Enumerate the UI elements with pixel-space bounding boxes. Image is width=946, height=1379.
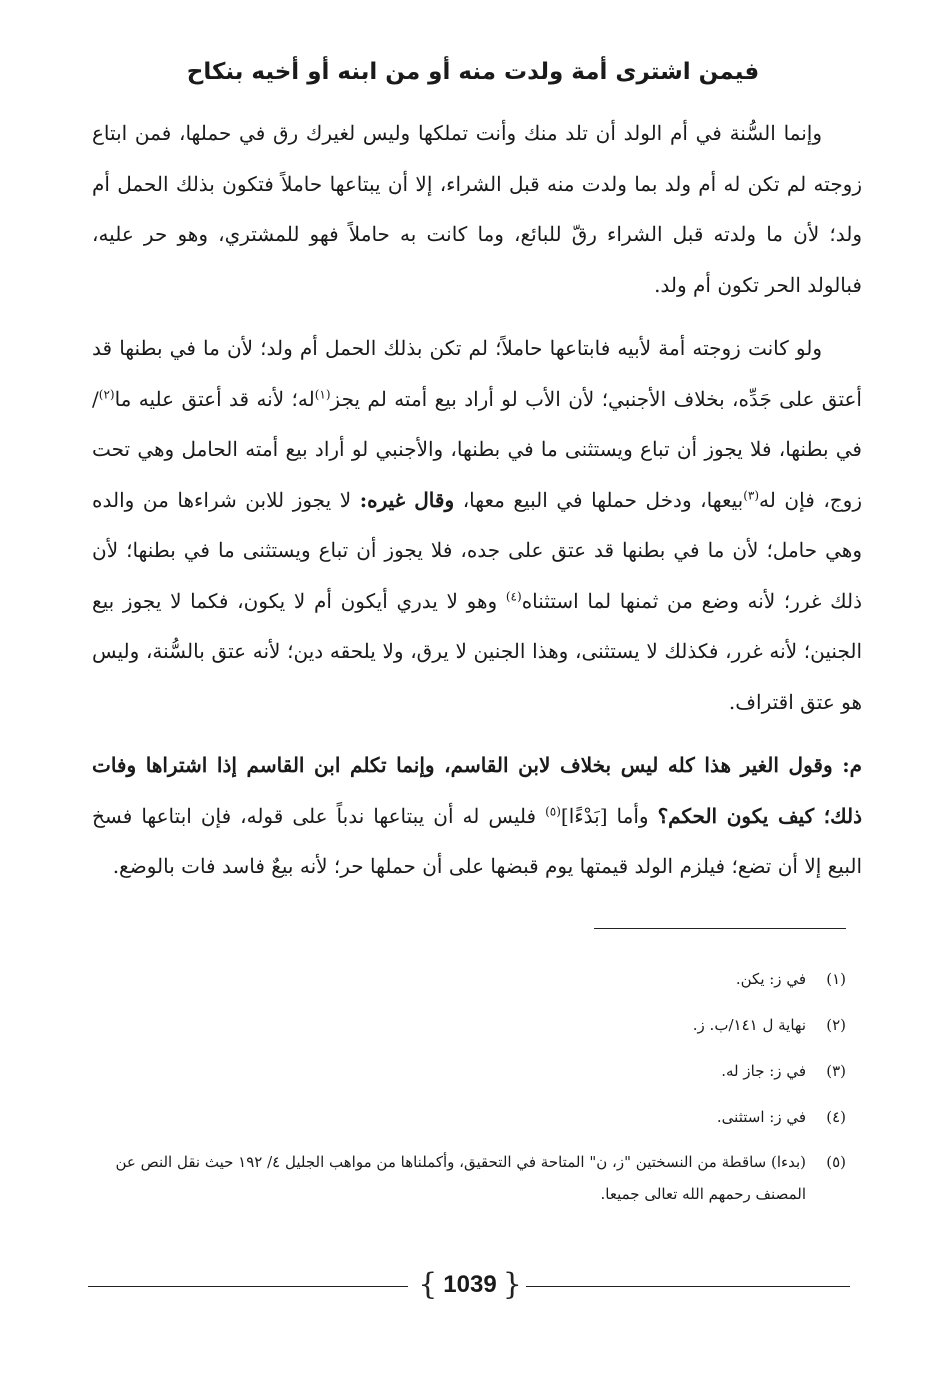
- paragraph-2-text-c: / في بطنها، فلا يجوز أن تباع ويستثنى ما في بطنها، والأجنبي لو أراد بيع أمته الحامل وهي تحت زوج، فإن له: [92, 386, 863, 512]
- close-brace-icon: }: [502, 1267, 522, 1302]
- footnote-ref-5[interactable]: (٥): [545, 803, 561, 818]
- paragraph-2-text-f: وهو لا يدري أيكون أم لا يكون، فكما لا يجوز بيع الجنين؛ لأنه غرر، فكذلك لا يستثنى، وهذا الجنين لا يرق، ولا يلحقه دين؛ لأنه عتق بالسُّنة، وليس هو عتق اقتراف.: [92, 588, 862, 714]
- paragraph-3-text-b: فليس له أن يبتاعها ندباً على قوله، فإن ابتاعها فسخ البيع إلا أن تضع؛ فيلزم الولد قيمتها يوم قبضها على أن حملها حر؛ لأنه بيعٌ فاسد فات بالوضع.: [92, 803, 862, 878]
- footnote-ref-3[interactable]: (٣): [743, 487, 760, 502]
- footnote-number: (١): [826, 970, 846, 988]
- paragraph-3: [92, 740, 862, 892]
- paragraph-3-text-a: وأما [بَدْءًا]: [560, 803, 649, 828]
- footnotes-list: [90, 956, 846, 1210]
- paragraph-2: [92, 323, 862, 727]
- footnote-divider: [594, 928, 846, 929]
- footnote-number: (٢): [826, 1016, 846, 1034]
- open-brace-icon: {: [418, 1267, 438, 1302]
- footnote-text: نهاية ل ١٤١/ب. ز.: [692, 1016, 806, 1034]
- footnote-1: [90, 956, 846, 1002]
- footnote-2: [90, 1002, 846, 1048]
- paragraph-2-bold-phrase: وقال غيره:: [359, 487, 455, 512]
- footnote-5: [90, 1146, 846, 1210]
- paragraph-3-bold-text: م: وقول الغير هذا كله ليس بخلاف لابن القاسم، وإنما تكلم ابن القاسم إذا اشتراها وفات ذلك؛ كيف يكون الحكم؟: [92, 753, 863, 828]
- footnote-text: في ز: جاز له.: [721, 1062, 806, 1080]
- page-title: فيمن اشترى أمة ولدت منه أو من ابنه أو أخيه بنكاح: [186, 59, 760, 85]
- footnote-ref-1[interactable]: (١): [314, 386, 331, 401]
- footnote-number: (٣): [826, 1062, 846, 1080]
- footer-rule-right: [526, 1286, 850, 1287]
- footnote-number: (٥): [826, 1153, 846, 1171]
- footnote-ref-2[interactable]: (٢): [98, 386, 115, 401]
- paragraph-2-text-d: بيعها، ودخل حملها في البيع معها،: [462, 487, 744, 512]
- footnote-number: (٤): [826, 1108, 846, 1126]
- paragraph-2-text-b: له؛ لأنه قد أعتق عليه ما: [114, 386, 315, 411]
- footnote-text: في ز: استثنى.: [716, 1108, 806, 1126]
- footnote-text: في ز: يكن.: [735, 970, 806, 988]
- main-text: [92, 108, 862, 905]
- paragraph-1: [92, 108, 862, 310]
- page-number: 1039: [443, 1271, 497, 1298]
- paragraph-1-text: وإنما السُّنة في أم الولد أن تلد منك وأنت تملكها وليس لغيرك رق في حملها، فمن ابتاع زوجته لم تكن له أم ولد بما ولدت منه قبل الشراء، إلا أن يبتاعها حاملاً فتكون بذلك الحمل أم ولد؛ لأن ما ولدته قبل الشراء رقّ للبائع، وما كانت به حاملاً فهو للمشتري، وهو حر عليه، فبالولد الحر تكون أم ولد.: [92, 121, 862, 297]
- footer-rule-left: [88, 1286, 408, 1287]
- footnote-3: [90, 1048, 846, 1094]
- footnote-ref-4[interactable]: (٤): [505, 588, 522, 603]
- footnote-text: (بدءا) ساقطة من النسختين "ز، ن" المتاحة في التحقيق، وأكملناها من مواهب الجليل ٤/ ١٩٢ حيث نقل النص عن المصنف رحمهم الله تعالى جميعا.: [115, 1153, 806, 1203]
- paragraph-2-text-e: لا يجوز للابن شراءها من والده وهي حامل؛ لأن ما في بطنها قد عتق على جده، فلا يجوز أن تباع ويستثنى ما في بطنها؛ لأن ذلك غرر؛ لأنه وضع من ثمنها لما استثناه: [92, 487, 862, 613]
- footnote-4: [90, 1094, 846, 1140]
- page-number-frame: [406, 1262, 534, 1312]
- paragraph-2-text-a: ولو كانت زوجته أمة لأبيه فابتاعها حاملاً؛ لم تكن بذلك الحمل أم ولد؛ لأن ما في بطنها قد أعتق على جَدِّه، بخلاف الأجنبي؛ لأن الأب لو أراد بيع أمته لم يجز: [92, 336, 862, 411]
- page-footer: [88, 1262, 850, 1312]
